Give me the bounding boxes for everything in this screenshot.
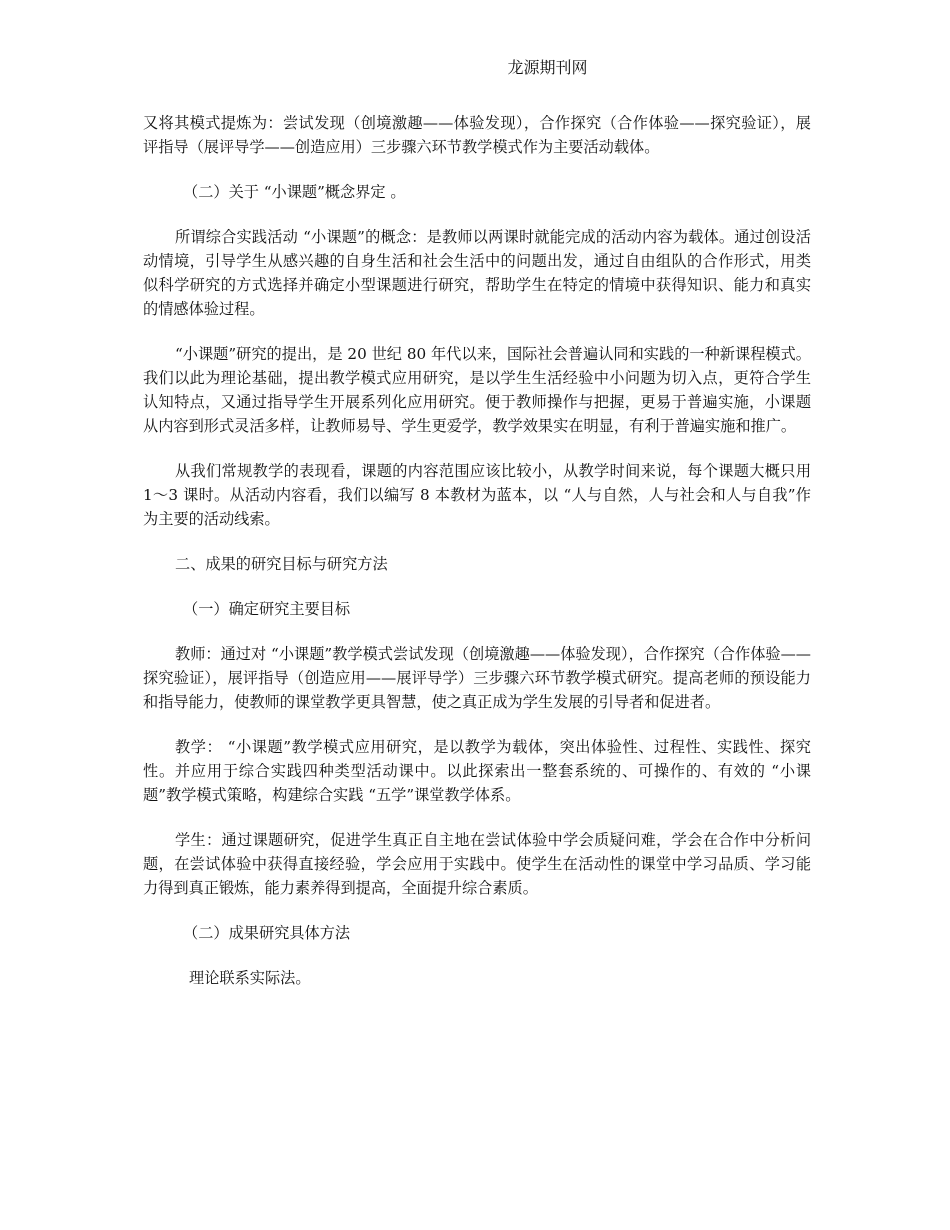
paragraph-model-summary: 又将其模式提炼为：尝试发现（创境激趣——体验发现），合作探究（合作体验——探究验证），展评指导（展评导学——创造应用）三步骤六环节教学模式作为主要活动载体。 bbox=[143, 114, 811, 156]
document-body bbox=[143, 111, 811, 1011]
section-heading-goals-methods: 二、成果的研究目标与研究方法 bbox=[175, 555, 388, 573]
paragraph-method-theory-practice: 理论联系实际法。 bbox=[189, 969, 311, 987]
paragraph-teaching-scope: 从我们常规教学的表现看，课题的内容范围应该比较小，从教学时间来说，每个课题大概只用 1～3 课时。从活动内容看，我们以编写 8 本教材为蓝本，以 “人与自然，人与社会和人与自我”作为主要的活动线索。 bbox=[143, 462, 811, 528]
paragraph-student-goal: 学生：通过课题研究，促进学生真正自主地在尝试体验中学会质疑问难，学会在合作中分析问题，在尝试体验中获得直接经验，学会应用于实践中。使学生在活动性的课堂中学习品质、学习能力得到真正锻炼，能力素养得到提高，全面提升综合素质。 bbox=[143, 831, 811, 897]
section-heading-main-goals: （一）确定研究主要目标 bbox=[183, 600, 351, 618]
section-heading-methods: （二）成果研究具体方法 bbox=[183, 924, 351, 942]
paragraph-concept-definition: 所谓综合实践活动 “小课题”的概念：是教师以两课时就能完成的活动内容为载体。通过创设活动情境，引导学生从感兴趣的自身生活和社会生活中的问题出发，通过自由组队的合作形式，用类似科学研究的方式选择并确定小型课题进行研究，帮助学生在特定的情境中获得知识、能力和真实的情感体验过程。 bbox=[143, 228, 811, 318]
site-header: 龙源期刊网 bbox=[507, 58, 588, 77]
section-heading-concept: （二）关于 “小课题”概念界定 。 bbox=[183, 183, 406, 201]
paragraph-research-origin: “小课题”研究的提出，是 20 世纪 80 年代以来，国际社会普遍认同和实践的一种新课程模式。我们以此为理论基础，提出教学模式应用研究，是以学生生活经验中小问题为切入点，更符合学生认知特点，又通过指导学生开展系列化应用研究。便于教师操作与把握，更易于普遍实施，小课题从内容到形式灵活多样，让教师易导、学生更爱学，教学效果实在明显，有利于普遍实施和推广。 bbox=[143, 345, 811, 435]
paragraph-teacher-goal: 教师：通过对 “小课题”教学模式尝试发现（创境激趣——体验发现），合作探究（合作体验——探究验证），展评指导（创造应用——展评导学）三步骤六环节教学模式研究。提高老师的预设能力和指导能力，使教师的课堂教学更具智慧，使之真正成为学生发展的引导者和促进者。 bbox=[143, 645, 811, 711]
paragraph-teaching-goal: 教学： “小课题”教学模式应用研究，是以教学为载体，突出体验性、过程性、实践性、探究性。并应用于综合实践四种类型活动课中。以此探索出一整套系统的、可操作的、有效的 “小课题”教学模式策略，构建综合实践 “五学”课堂教学体系。 bbox=[143, 738, 811, 804]
